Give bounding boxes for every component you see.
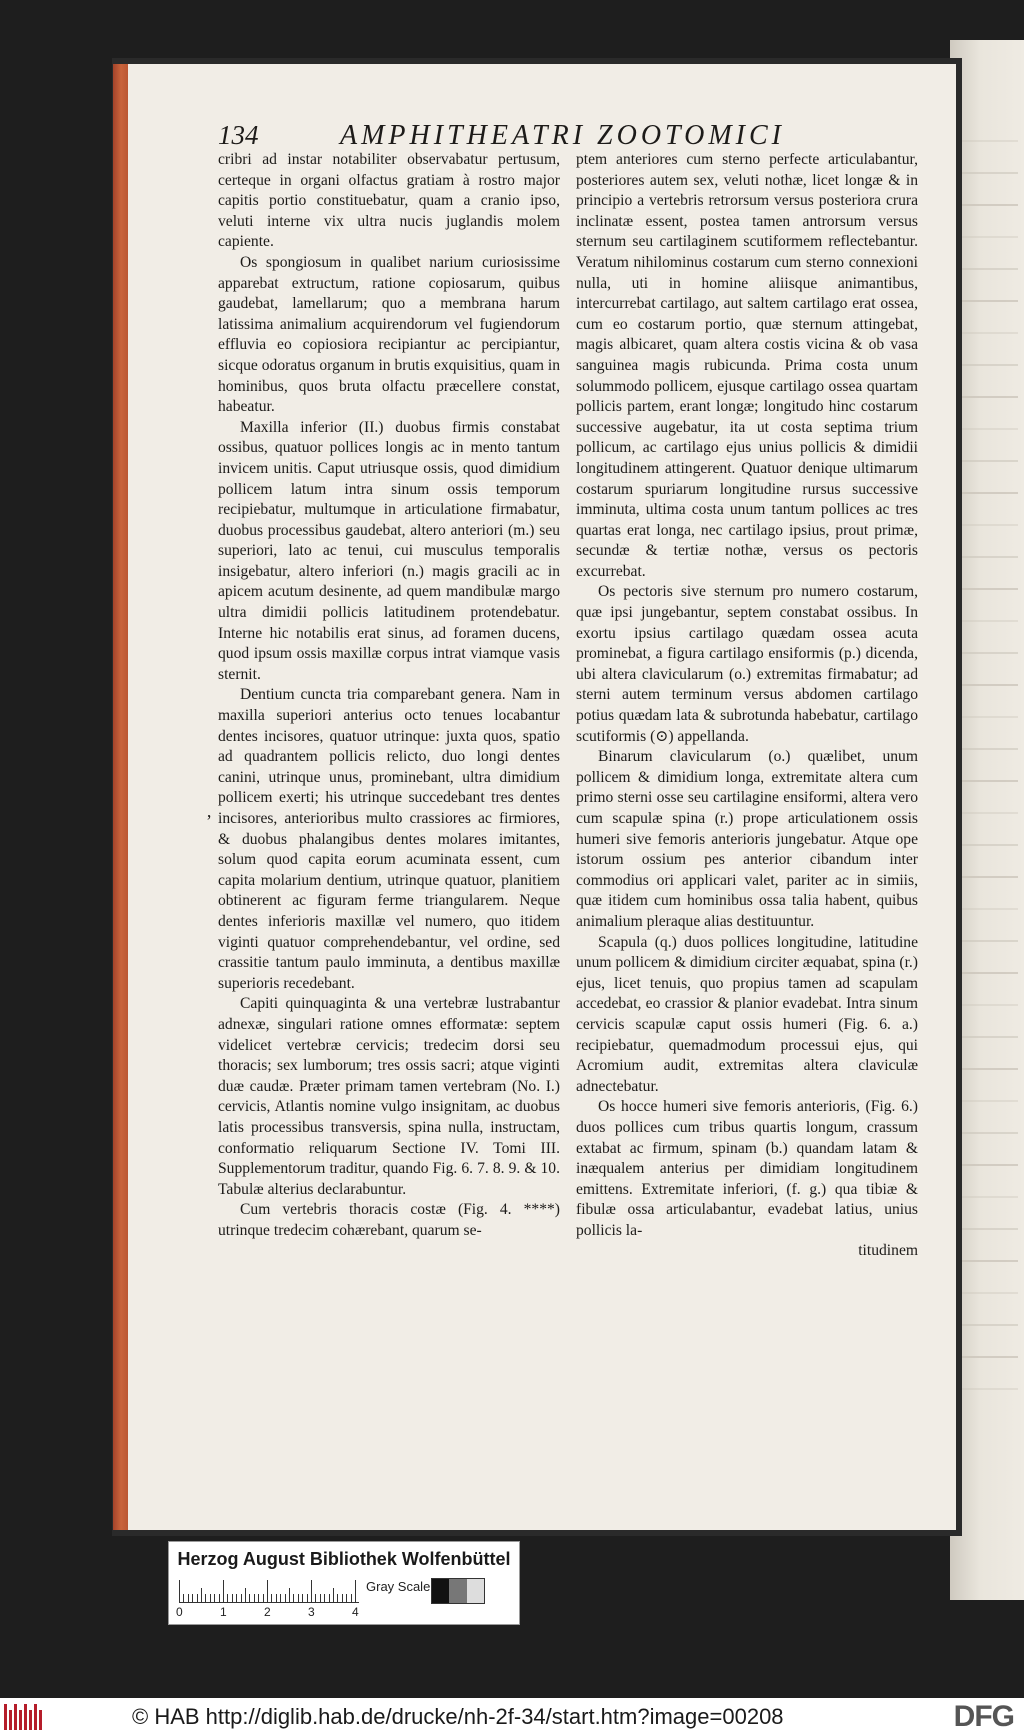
ruler-tick [285,1594,286,1602]
barcode-bar [4,1704,7,1730]
ruler-tick [188,1594,189,1602]
paragraph: cribri ad instar notabiliter observabatur pertusum, certeque in organi olfactus gratiam à rostro major capitis portio constituebatur, quam a cranio ipso, veluti interne vix ultra nucis juglandis molem capiente. [218,151,560,251]
ruler-tick [249,1594,250,1602]
ruler-tick [298,1594,299,1602]
ruler-tick [254,1594,255,1602]
ruler-tick [346,1594,347,1602]
show-through-line [960,588,1018,590]
ruler-tick [201,1588,202,1602]
gray-swatch [449,1579,466,1603]
book-page [128,64,956,1530]
show-through-line [960,780,1018,782]
paragraph: Os pectoris sive sternum pro numero costarum, quæ ipsi jungebantur, septem constabat ossibus. In exortu ipsius cartilago quædam ossea acuta prominebat, a figura cartilago ensiformis (p.) dicenda, ubi altera clavicularum (o.) extremitas firmabatur; ad sterni autem terminum versus abdomen cartilago potius quædam lata & subrotunda habebatur, cartilago scutiformis (⊙) appellanda. [576,583,918,745]
library-label-card [168,1541,520,1625]
scale-ruler [179,1578,359,1603]
ruler-tick [315,1594,316,1602]
show-through-line [960,140,1018,142]
show-through-line [960,1324,1018,1326]
show-through-line [960,652,1018,654]
gray-scale-label: Gray Scale [366,1579,431,1594]
barcode-bar [19,1710,22,1730]
ruler-tick [232,1594,233,1602]
show-through-line [960,1228,1018,1230]
ruler-number: 2 [264,1605,271,1619]
ruler-number: 3 [308,1605,315,1619]
show-through-line [960,556,1018,558]
paragraph: Binarum clavicularum (o.) quælibet, unum pollicem & dimidium longa, extremitate altera cum primo sterni osse seu cartilagine ensiformi, altera vero cum scapulæ spina (r.) prope articulationem ossis humeri sive femoris anterioris jungebatur. Atque ope istorum ossium pes anterior cibandum inter commodius ori applicari valet, pariter ac in simiis, quæ itidem cum hominibus ossa talia habent, quibus animalium pleraque alias destituuntur. [576,748,918,930]
show-through-line [960,268,1018,270]
ruler-tick [267,1580,268,1602]
paragraph: Capiti quinquaginta & una vertebræ lustrabantur adnexæ, singulari ratione omnes efformatæ: septem videlicet vertebræ cervicis; tredecim dorsi seu thoracis; sex lumborum; tres ossis sacri; atque viginti duæ caudæ. Præter primam tamen vertebram (No. I.) cervicis, Atlantis nomine vulgo insignitam, ac duobus latis processibus transversis, spina nulla, instructam, conformatio reliquarum Sectione IV. Tomi III. Supplementorum traditur, quando Fig. 6. 7. 8. 9. & 10. Tabulæ alterius declarabuntur. [218,995,560,1198]
ruler-tick [280,1594,281,1602]
barcode-bar [24,1704,27,1730]
ruler-tick [351,1594,352,1602]
show-through-line [960,1356,1018,1358]
ruler-tick [320,1594,321,1602]
show-through-line [960,492,1018,494]
show-through-line [960,748,1018,750]
show-through-line [960,1260,1018,1262]
show-through-line [960,1004,1018,1006]
show-through-line [960,620,1018,622]
barcode-bar [14,1704,17,1730]
show-through-line [960,972,1018,974]
ruler-tick [276,1594,277,1602]
ruler-tick [293,1594,294,1602]
show-through-line [960,1196,1018,1198]
show-through-line [960,204,1018,206]
show-through-line [960,1068,1018,1070]
running-head-title: AMPHITHEATRI ZOOTOMICI [340,120,785,151]
paragraph: Maxilla inferior (II.) duobus firmis constabat ossibus, quatuor pollices longis ac in mento tantum invicem unitis. Caput utriusque ossis, quod dimidium pollicem latum intra sinum ossis temporum recipiebatur, multumque in articulatione firmabatur, duobus processibus gaudebat, altero anteriori (m.) seu superiori, lato ac tenui, cui musculus temporalis insigebatur, altero inferiori (n.) magis gracili ac in apicem acutum desinente, ad quem mandibulæ margo ultra dimidii pollicis latitudinem protendebatur. Interne hic notabilis erat sinus, ad foramen ducens, quod ipsum ossis maxillæ corpus intrat viamque vasis sternit. [218,418,560,683]
ruler-number: 4 [352,1605,359,1619]
ruler-tick [227,1594,228,1602]
dfg-logo: DFG [953,1700,1014,1733]
ruler-tick [333,1588,334,1602]
paragraph: Os hocce humeri sive femoris anterioris, (Fig. 6.) duos pollices cum tribus quartis longum, crassum extabat ac firmum, spinam (b.) quandam latam & inæqualem anterius per dimidiam longitudinem emittens. Extremitate inferiori, (f. g.) qua tibiæ & fibulæ ossa articulabantur, evadebat latius, unius pollicis la- [576,1098,918,1239]
show-through-line [960,428,1018,430]
right-column [576,150,918,1262]
show-through-line [960,396,1018,398]
ruler-tick [307,1594,308,1602]
ruler-tick [271,1594,272,1602]
ruler-number: 0 [176,1605,183,1619]
paragraph: Os spongiosum in qualibet narium curiosissime apparebat extructum, ratione copiosarum, quibus gaudebat, lamellarum; quo a membrana harum latissima animalium acquirendorum vel fugiendorum effluvia eo copiosiora recipiantur ac percipiantur, sicque odoratus organum in brutis exquisitius, quam in hominibus, quos bruta olfactu præcellere constat, habeatur. [218,253,560,416]
ruler-tick [219,1594,220,1602]
show-through-line [960,364,1018,366]
show-through-line [960,940,1018,942]
show-through-line [960,524,1018,526]
barcode-bar [34,1704,37,1730]
ruler-tick [214,1594,215,1602]
ruler-number: 1 [220,1605,227,1619]
paragraph: Scapula (q.) duos pollices longitudine, latitudine unum pollicem & dimidium circiter æquabat, spina (r.) ejus, licet tenuis, quo propius tamen ad scapulam accedebat, eo crassior & planior evadebat. Intra sinum cervicis scapulæ caput ossis humeri (Fig. 6. a.) recipiebatur, quemadmodum processui ejus, qui Acromium audit, extremitas altera claviculæ adnectebatur. [576,933,918,1095]
show-through-line [960,876,1018,878]
ruler-tick [324,1594,325,1602]
ruler-tick [355,1580,356,1602]
barcode-bar [9,1710,12,1730]
show-through-line [960,236,1018,238]
show-through-line [960,172,1018,174]
page-number: 134 [218,120,259,150]
show-through-line [960,1132,1018,1134]
left-column [218,150,560,1241]
show-through-line [960,1292,1018,1294]
show-through-line [960,716,1018,718]
ruler-tick [223,1580,224,1602]
barcode-bar [29,1710,32,1730]
show-through-line [960,844,1018,846]
margin-mark: ’ [206,811,212,831]
ruler-tick [258,1594,259,1602]
library-name: Herzog August Bibliothek Wolfenbüttel [177,1549,511,1569]
footer-bar [0,1698,1024,1736]
ruler-tick [236,1594,237,1602]
show-through-line [960,1388,1018,1390]
show-through-line [960,460,1018,462]
copyright-url[interactable]: © HAB http://diglib.hab.de/drucke/nh-2f-34/start.htm?image=00208 [132,1704,784,1729]
gray-scale-swatches [431,1578,485,1604]
show-through-line [960,812,1018,814]
ruler-tick [179,1580,180,1602]
ruler-tick [192,1594,193,1602]
show-through-line [960,1164,1018,1166]
ruler-tick [337,1594,338,1602]
paragraph: ptem anteriores cum sterno perfecte articulabantur, posteriores autem sex, veluti nothæ, licet longæ & in principio a vertebris retrorsum versus posteriora crura inclinatæ essent, postea tamen antrorsum versus sternum seu cartilaginem scutiformem reflectebantur. Veratum nihilominus costarum cum sterno connexioni nulla, uti in homine aliisque animantibus, intercurrebat cartilago, aut saltem cartilago erat ossea, cum eo costarum portio, quæ sternum attingebat, magis albicaret, quam altera costis vicina & ob vasa sanguinea magis rubicunda. Prima costa unum solummodo pollicem, ejusque cartilago ossea quartam pollicis partem, erant longæ; longitudo hinc costarum successive augebatur, ita ut costa septima trium pollicum, ac cartilago ejus unius pollicis & dimidii longitudinem attingerent. Quatuor denique ultimarum costarum spuriarum longitudine rursus successive imminuta, ultima costa unum tantum pollices ac tres quartas erat longa, nec cartilago ipsius, prout primæ, secundæ & tertiæ nothæ, versus os pectoris excurrebat. [576,151,918,580]
catchword: titudinem [858,1242,918,1260]
ruler-tick [197,1594,198,1602]
barcode-icon [4,1704,46,1730]
ruler-tick [329,1594,330,1602]
show-through-line [960,908,1018,910]
ruler-tick [263,1594,264,1602]
ruler-tick [311,1580,312,1602]
ruler-tick [342,1594,343,1602]
show-through-line [960,1100,1018,1102]
ruler-tick [245,1588,246,1602]
paragraph: Dentium cuncta tria comparebant genera. Nam in maxilla superiori anterius octo tenues locabantur dentes incisores, quatuor utrinque: juxta quos, spatio ad quadrantem pollicis relicto, duo longi dentes canini, utrinque unus, prominebant, ultra dimidium pollicem exerti; his utrinque succedebant tres dentes incisores, anterioribus multo crassiores ac firmiores, & duobus phalangibus dentes molares imitantes, solum quod capita eorum acuminata essent, cum capita molarium dentium, utrinque quatuor, planitiem obtinerent ac figuram ferme triangularem. Neque dentes inferioris maxillæ vel numero, quo itidem viginti quatuor comprehendebantur, vel ordine, sed crassitie tantum paulo imminuta, a dentibus maxillæ superioris recedebant. [218,686,560,992]
ruler-tick [241,1594,242,1602]
show-through-line [960,684,1018,686]
paragraph: Cum vertebris thoracis costæ (Fig. 4. ****) utrinque tredecim cohærebant, quarum se- [218,1201,560,1239]
show-through-line [960,332,1018,334]
gray-swatch [467,1579,484,1603]
barcode-bar [39,1710,42,1730]
show-through-line [960,300,1018,302]
gray-swatch [432,1579,449,1603]
ruler-tick [210,1594,211,1602]
ruler-tick [289,1588,290,1602]
ruler-tick [302,1594,303,1602]
show-through-line [960,1036,1018,1038]
ruler-tick [205,1594,206,1602]
ruler-tick [183,1594,184,1602]
text-columns [218,150,918,1480]
